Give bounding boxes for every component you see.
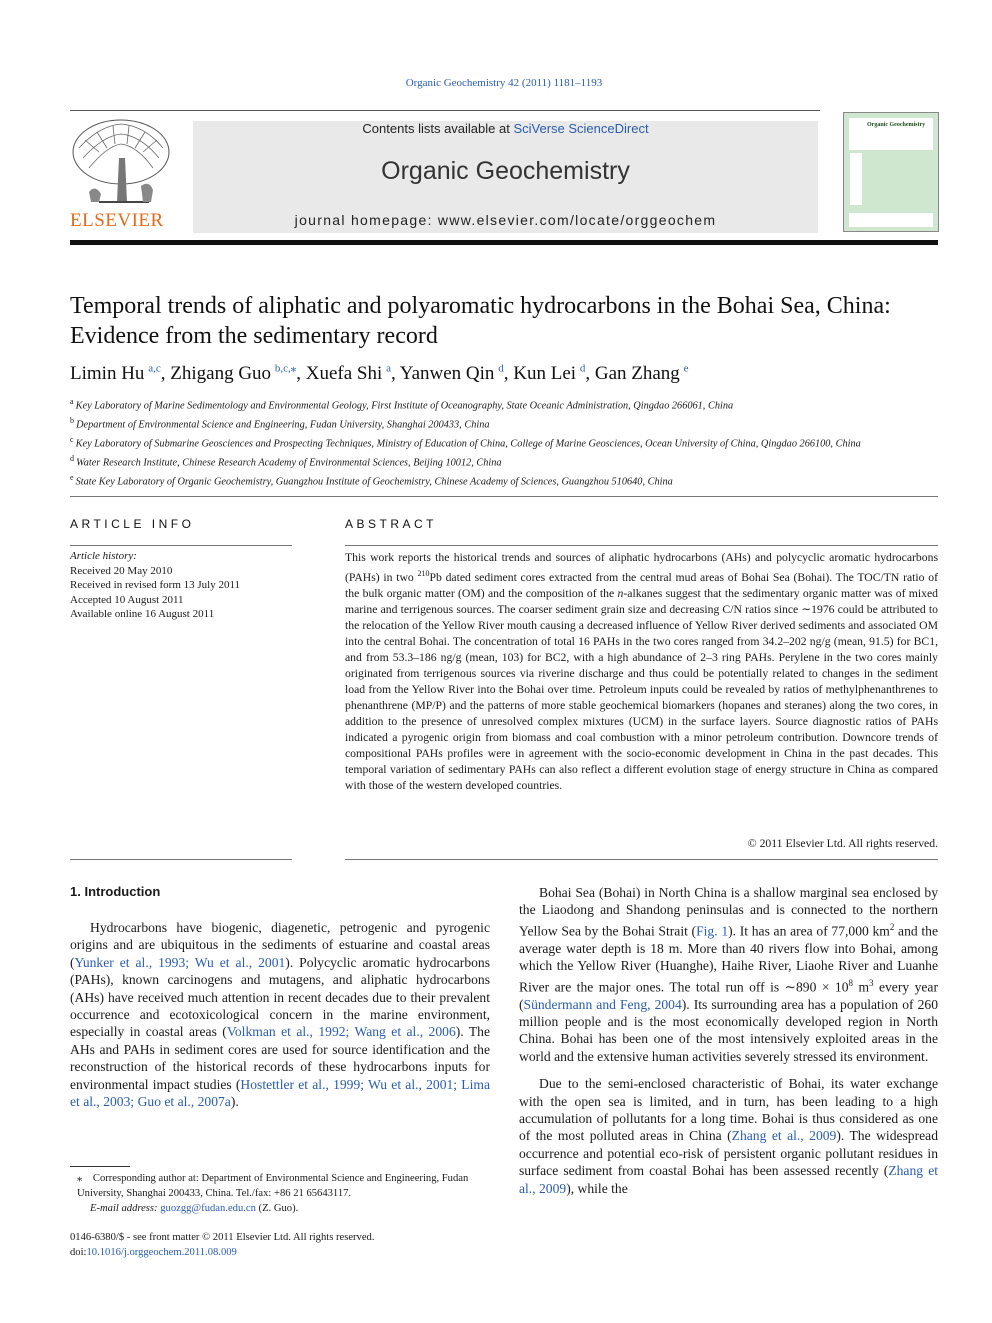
author-affil-link[interactable]: e <box>683 363 689 375</box>
author: Gan Zhang $^e$ <box>594 363 689 385</box>
abstract-bottom-rule <box>345 859 938 860</box>
journal-homepage[interactable]: journal homepage: www.elsevier.com/locate/orggeochem <box>294 212 717 228</box>
section-divider <box>70 496 938 497</box>
article-info-rule <box>70 545 292 546</box>
doi-link[interactable]: 10.1016/j.orggeochem.2011.08.009 <box>86 1246 237 1258</box>
article-meta-footer <box>70 1231 375 1260</box>
author: Zhigang Guo $^{b,c,⁎}$, <box>170 363 306 385</box>
email-label: E-mail address: <box>90 1203 158 1214</box>
journal-citation[interactable]: Organic Geochemistry 42 (2011) 1181–1193 <box>405 77 603 89</box>
author-affil-link[interactable]: a,c <box>148 363 161 375</box>
citation-link[interactable]: Zhang et al., 2009 <box>519 1163 939 1196</box>
affiliation: $^b$ Department of Environmental Science and Engineering, Fudan University, Shanghai 200433, China <box>70 415 490 431</box>
affiliation: $^e$ State Key Laboratory of Organic Geochemistry, Guangzhou Institute of Geochemistry, Chinese Academy of Sciences, Guangzhou 510640, China <box>70 472 673 488</box>
affiliation: $^c$ Key Laboratory of Submarine Geosciences and Prospecting Techniques, Ministry of Education of China, College of Marine Geosciences, Ocean University of China, Qingdao 266100, China <box>70 434 861 450</box>
author-affil-link[interactable]: d <box>498 363 504 375</box>
author-list <box>70 362 940 385</box>
history-label: Article history: <box>70 550 137 562</box>
journal-cover-thumbnail[interactable] <box>843 112 939 232</box>
cover-title-panel <box>849 118 933 150</box>
tree-icon <box>69 118 173 210</box>
footnote-marker: ⁎ <box>77 1173 83 1184</box>
header-thick-rule <box>70 240 938 245</box>
affiliation: $^a$ Key Laboratory of Marine Sedimentology and Environmental Geology, First Institute of Oceanography, State Oceanic Administration, Qingdao 266061, China <box>70 397 734 412</box>
doi-line: doi:10.1016/j.orggeochem.2011.08.009 <box>70 1246 237 1258</box>
history-item: Accepted 10 August 2011 <box>70 593 184 606</box>
history-item: Received in revised form 13 July 2011 <box>70 579 241 591</box>
author-affil-link[interactable]: b,c,⁎ <box>274 363 297 375</box>
article-history <box>70 549 292 622</box>
affiliation: $^d$ Water Research Institute, Chinese Research Academy of Environmental Sciences, Beijing 10012, China <box>70 453 502 469</box>
email-link[interactable]: guozgg@fudan.edu.cn <box>160 1203 256 1214</box>
issn-line: 0146-6380/$ - see front matter © 2011 Elsevier Ltd. All rights reserved. <box>70 1232 375 1243</box>
author-affil-link[interactable]: d <box>579 363 586 375</box>
cover-side-panel <box>850 153 862 205</box>
article-title: Temporal trends of aliphatic and polyaromatic hydrocarbons in the Bohai Sea, China: Evidence from the sedimentary record <box>70 293 891 349</box>
author: Yanwen Qin $^d$, <box>399 363 514 385</box>
section-heading-introduction: 1. Introduction <box>70 884 161 899</box>
paragraph: Bohai Sea (Bohai) in North China is a shallow marginal sea enclosed by the Liaodong and Shandong peninsulas and is connected to the northern Yellow Sea by the Bohai Strait (Fig. 1). It has an area of 77,000 $km^2$ and the average water depth is 18 m. More than 40 rivers flow into Bohai, among which the Yellow River (Huanghe), Haihe River, Liaohe River and Luanhe River are the major ones. The total run off is ∼890 × $10^8$ $m^3$ every year (Sündermann and Feng, 2004). Its surrounding area has a population of 260 million people and is the most economically developed region in North China. Bohai has been one of the most intensively exploited areas in the world and the extensive human activities severely stressed its environment. <box>519 885 938 1064</box>
sciencedirect-link[interactable]: SciVerse ScienceDirect <box>513 121 649 136</box>
publisher-logo-text: ELSEVIER <box>70 210 164 231</box>
history-item: Available online 16 August 2011 <box>70 608 215 620</box>
elsevier-logo[interactable] <box>68 118 174 232</box>
cover-title: Organic Geochemistry <box>867 122 926 128</box>
abstract-rule <box>345 545 938 546</box>
body-column-right <box>519 884 938 1197</box>
author-affil-link[interactable]: a <box>386 363 391 375</box>
abstract-text: This work reports the historical trends and sources of aliphatic hydrocarbons (AHs) and polycyclic aromatic hydrocarbons (PAHs) in two $^{210}$Pb dated sediment cores extracted from the central mud areas of Bohai Sea (Bohai). The TOC/TN ratio of the bulk organic matter (OM) and the composition of the n-alkanes suggest that the sedimentary organic matter was of mixed marine and terrigenous sources. The coarser sediment grain size and decreasing C/N ratios since ∼1976 could be attributed to the relocation of the Yellow River mouth causing a decreased influence of Yellow River derived sediments and associated OM into the central Bohai. The concentration of total 16 PAHs in the two cores ranged from 34.2–202 ng/g (mean, 91.5) for BC1, and from 53.3–186 ng/g (mean, 103) for BC2, with a high abundance of 2–3 ring PAHs. Perylene in the two cores mainly originated from terrigenous sources via riverine discharge and thus could be potentially related to changes in the sediment load from the Yellow River into the Bohai over time. Petroleum inputs could be revealed by ratios of methylphenanthrenes to phenanthrene (MP/P) and the patterns of more stable geochemical biomarkers (hopanes and steranes) along the two cores, in addition to the presence of unresolved complex mixtures (UCM) in the surface layers. Source diagnostic ratios of PAHs indicated a pyrogenic origin from biomass and coal combustion with a minor petroleum contribution. Downcore trends of compositional PAHs profiles were in agreement with the socio-economic development in China in the past decades. This temporal variation of sedimentary PAHs can also reflect a different evolution stage of energy structure in China as compared with those of the western developed countries. <box>345 551 938 792</box>
article-info-heading: ARTICLE INFO <box>70 517 195 531</box>
citation-link[interactable]: Volkman et al., 1992; Wang et al., 2006 <box>226 1024 456 1040</box>
affiliations <box>70 395 940 490</box>
journal-header-band <box>193 121 818 233</box>
footnote-rule <box>70 1166 130 1167</box>
header-rule <box>70 110 820 111</box>
contents-prefix: Contents lists available at <box>362 121 514 136</box>
corresponding-author-footnote: ⁎ Corresponding author at: Department of Environmental Science and Engineering, Fudan University, Shanghai 200433, China. Tel./fax: +86 21 65643117. E-mail address: guozgg@fudan.edu.cn (Z. Guo). <box>77 1173 469 1214</box>
citation-link[interactable]: Sündermann and Feng, 2004 <box>523 996 682 1012</box>
author: Limin Hu $^{a,c}$, <box>70 363 171 385</box>
paragraph: Hydrocarbons have biogenic, diagenetic, petrogenic and pyrogenic origins and are ubiquitous in the sediments of estuarine and coastal areas (Yunker et al., 1993; Wu et al., 2001). Polycyclic aromatic hydrocarbons (PAHs), known carcinogens and mutagens, and aliphatic hydrocarbons (AHs) have received much attention in recent decades due to their prevalent occurrence and ecotoxicological concern in the marine environment, especially in coastal areas (Volkman et al., 1992; Wang et al., 2006). The AHs and PAHs in sediment cores are used for source identification and the reconstruction of the historical records of these hydrocarbons inputs for environmental impact studies (Hostettler et al., 1999; Wu et al., 2001; Lima et al., 2003; Guo et al., 2007a). <box>70 920 491 1110</box>
paragraph: Due to the semi-enclosed characteristic of Bohai, its water exchange with the open sea is limited, and in turn, has been leading to a high accumulation of pollutants for a long time. Bohai is thus considered as one of the most polluted areas in China (Zhang et al., 2009). The widespread occurrence and potential eco-risk of persistent organic pollutant residues in surface sediment from coastal Bohai has been assessed recently (Zhang et al., 2009), while the <box>519 1076 939 1196</box>
cover-footer-panel <box>849 213 933 227</box>
abstract-heading: ABSTRACT <box>345 517 438 531</box>
journal-name: Organic Geochemistry <box>381 157 630 185</box>
citation-link[interactable]: Yunker et al., 1993; Wu et al., 2001 <box>74 954 286 970</box>
history-item: Received 20 May 2010 <box>70 564 173 577</box>
body-column-left <box>70 919 490 1110</box>
contents-line <box>193 121 818 136</box>
author: Kun Lei $^d$, <box>513 363 595 385</box>
article-info-bottom-rule <box>70 859 292 860</box>
copyright: © 2011 Elsevier Ltd. All rights reserved. <box>747 837 938 850</box>
citation-link[interactable]: Zhang et al., 2009 <box>731 1128 837 1144</box>
author: Xuefa Shi $^a$, <box>305 363 400 385</box>
figure-link[interactable]: Fig. 1 <box>696 923 729 939</box>
citation-link[interactable]: Hostettler et al., 1999; Wu et al., 2001; Lima et al., 2003; Guo et al., 2007a <box>70 1076 490 1110</box>
